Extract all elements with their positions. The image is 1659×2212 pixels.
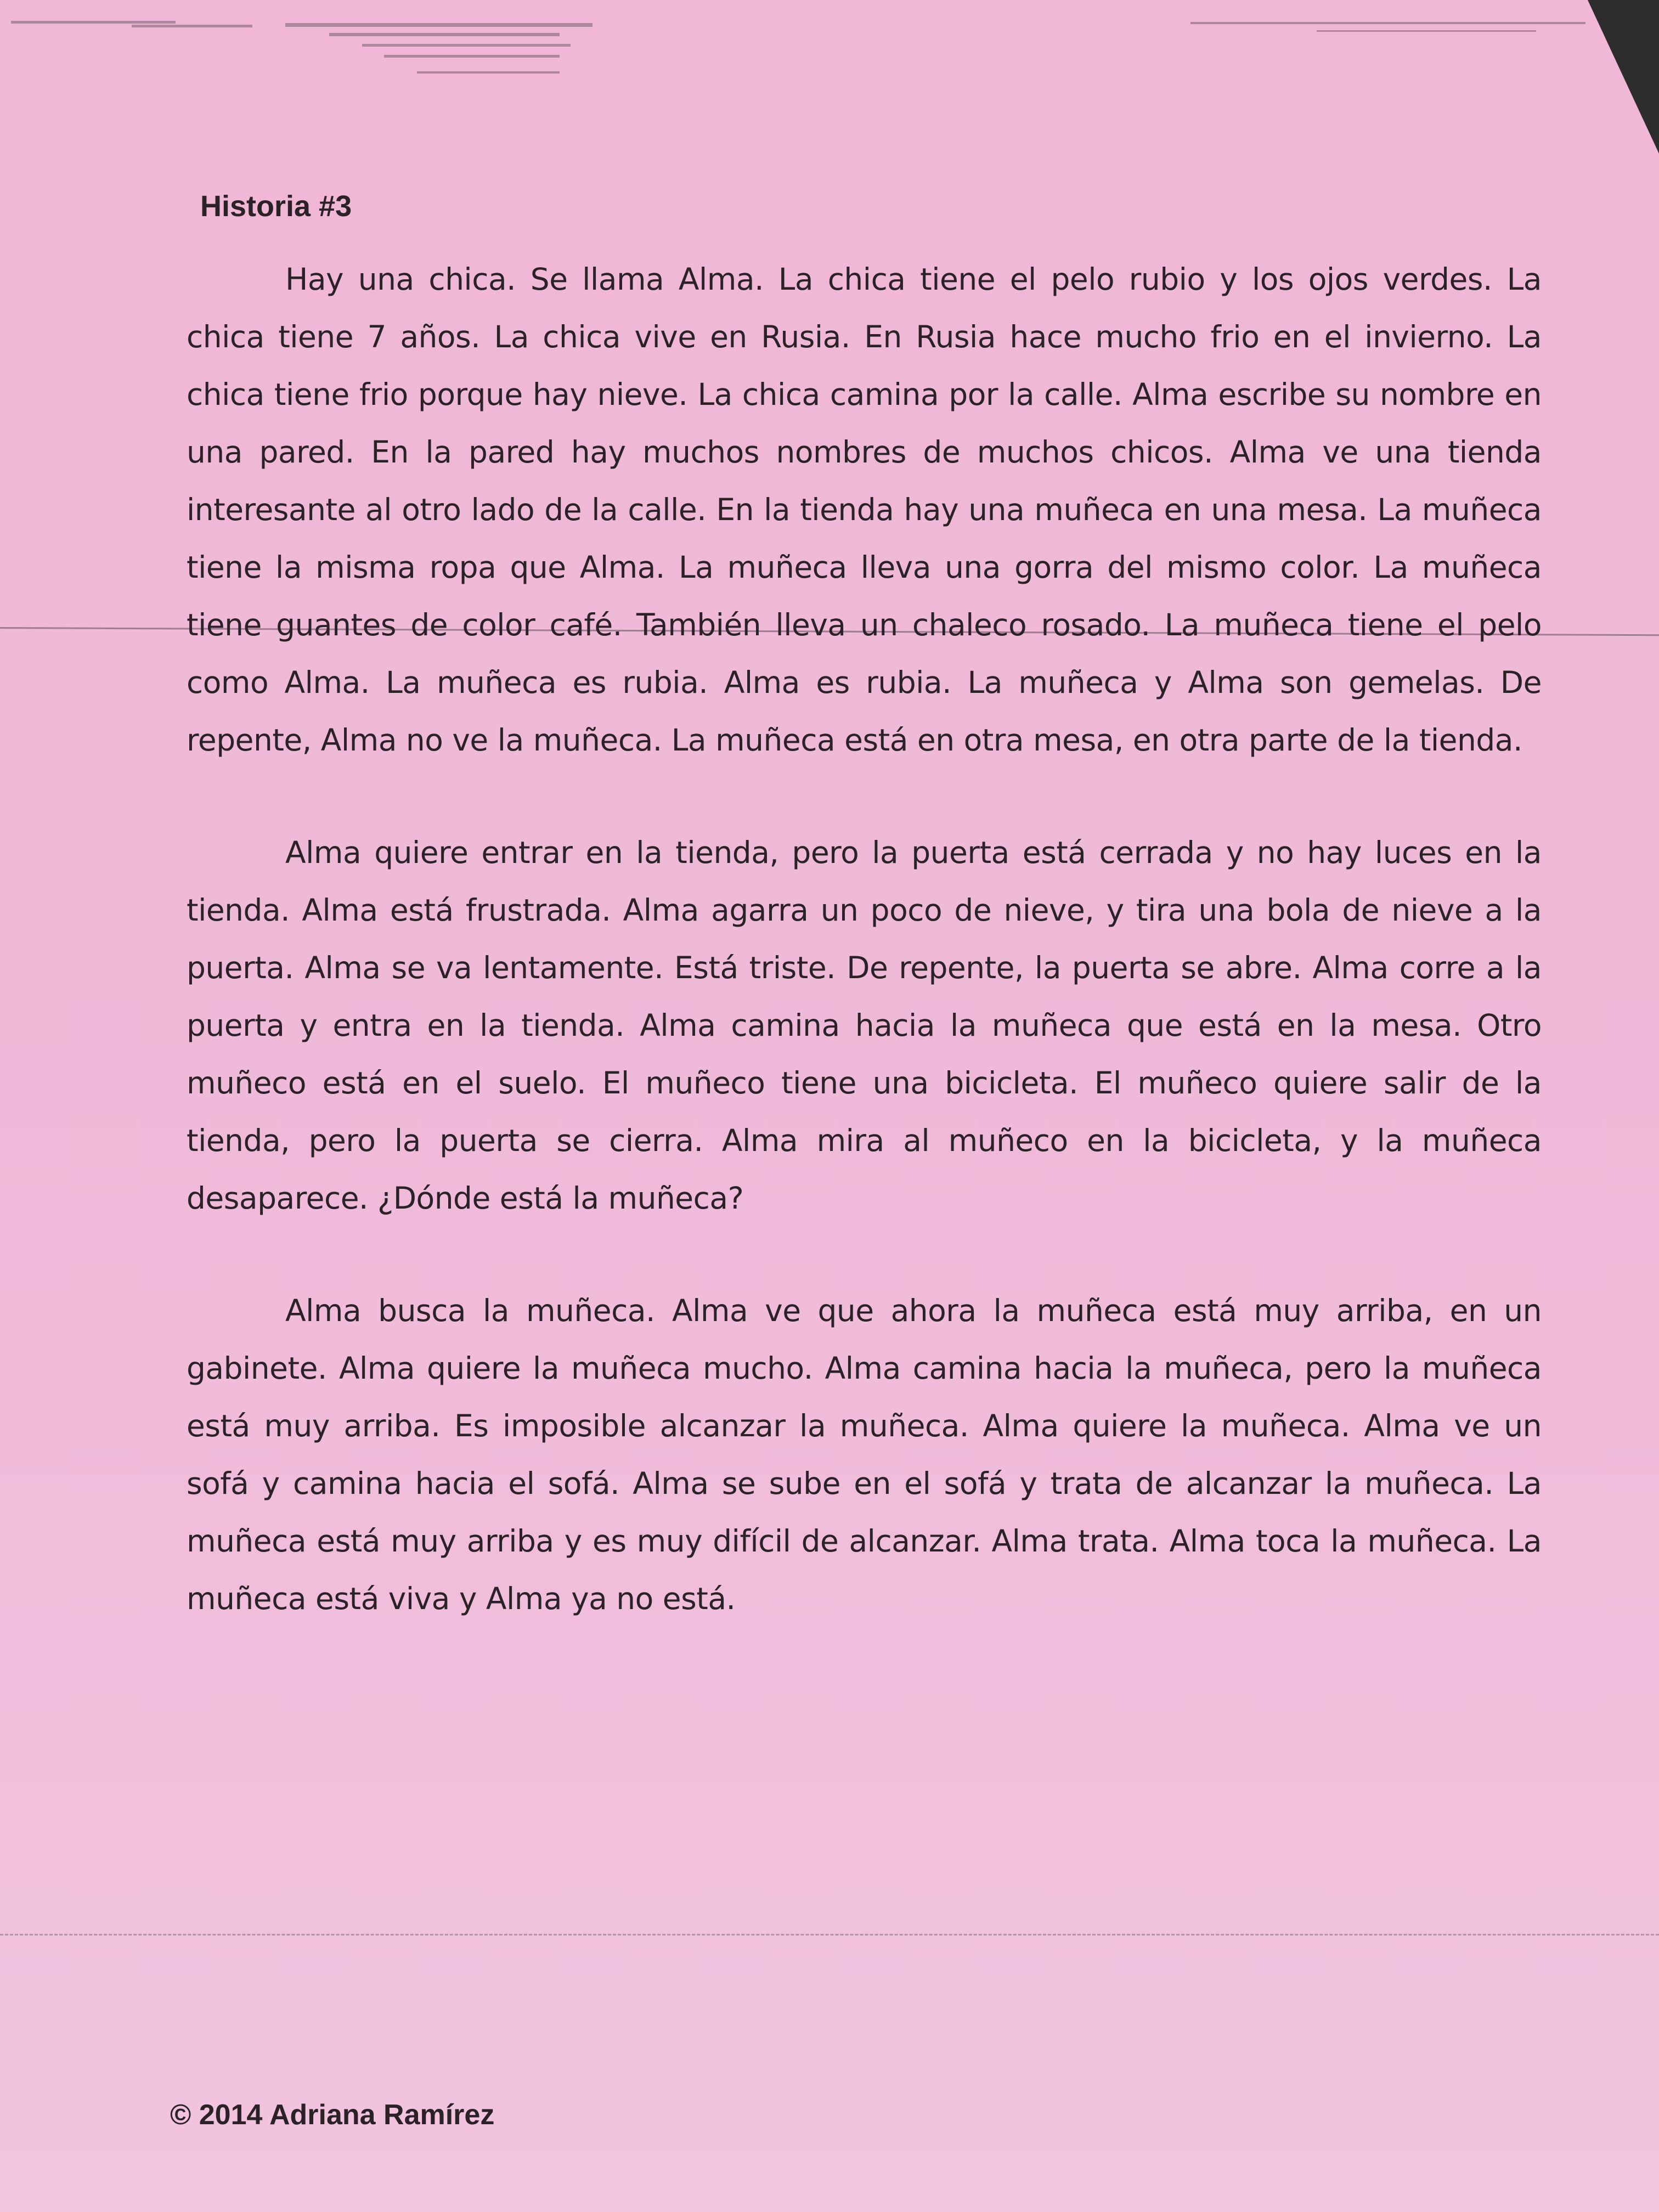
- paragraph-3: Alma busca la muñeca. Alma ve que ahora la muñeca está muy arriba, en un gabinete. Alma quiere la muñeca mucho. Alma camina hacia la muñeca, pero la muñeca está muy arriba. Es imposible alcanzar la muñeca. Alma quiere la muñeca. Alma ve un sofá y camina hacia el sofá. Alma se sube en el sofá y trata de alcanzar la muñeca. La muñeca está muy arriba y es muy difícil de alcanzar. Alma trata. Alma toca la muñeca. La muñeca está viva y Alma ya no está.: [187, 1293, 1542, 1616]
- toner-smudge: [132, 25, 252, 27]
- copyright-notice: © 2014 Adriana Ramírez: [170, 2099, 495, 2131]
- toner-smudge: [285, 23, 592, 27]
- toner-smudge: [362, 44, 571, 47]
- story-title: Historia #3: [200, 190, 352, 223]
- toner-smudge: [1317, 30, 1536, 32]
- toner-smudge: [384, 55, 560, 58]
- paragraph-1: Hay una chica. Se llama Alma. La chica tiene el pelo rubio y los ojos verdes. La chica tiene 7 años. La chica vive en Rusia. En Rusia hace mucho frio en el invierno. La chica tiene frio porque hay nieve. La chica camina por la calle. Alma escribe su nombre en una pared. En la pared hay muchos nombres de muchos chicos. Alma ve una tienda interesante al otro lado de la calle. En la tienda hay una muñeca en una mesa. La muñeca tiene la misma ropa que Alma. La muñeca lleva una gorra del mismo color. La muñeca tiene guantes de color café. También lleva un chaleco rosado. La muñeca tiene el pelo como Alma. La muñeca es rubia. Alma es rubia. La muñeca y Alma son gemelas. De repente, Alma no ve la muñeca. La muñeca está en otra mesa, en otra parte de la tienda.: [187, 262, 1542, 758]
- fold-line: [0, 1934, 1659, 1936]
- document-body: [187, 189, 1542, 1683]
- toner-smudge: [11, 21, 176, 24]
- toner-smudge: [329, 33, 560, 36]
- toner-smudge: [1190, 22, 1585, 24]
- paragraph-2: Alma quiere entrar en la tienda, pero la puerta está cerrada y no hay luces en la tienda. Alma está frustrada. Alma agarra un poco de nieve, y tira una bola de nieve a la puerta. Alma se va lentamente. Está triste. De repente, la puerta se abre. Alma corre a la puerta y entra en la tienda. Alma camina hacia la muñeca que está en la mesa. Otro muñeco está en el suelo. El muñeco tiene una bicicleta. El muñeco quiere salir de la tienda, pero la puerta se cierra. Alma mira al muñeco en la bicicleta, y la muñeca desaparece. ¿Dónde está la muñeca?: [187, 835, 1542, 1216]
- toner-smudge: [417, 71, 560, 74]
- background-corner: [1588, 0, 1659, 154]
